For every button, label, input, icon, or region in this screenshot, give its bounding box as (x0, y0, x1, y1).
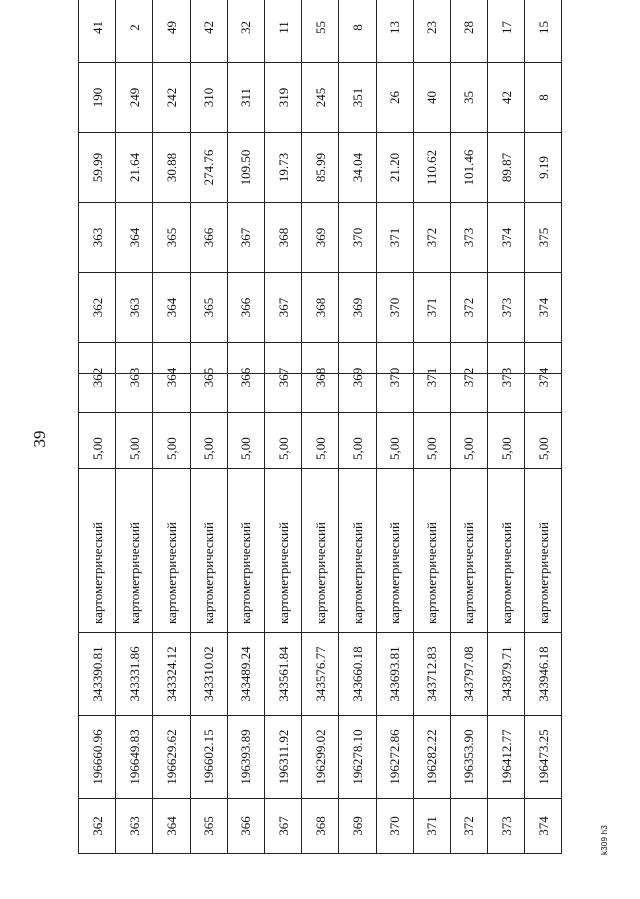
angle-degrees: 319 (264, 63, 301, 133)
segment-start: 374 (525, 273, 562, 343)
accuracy-cell: 5,00 (264, 374, 301, 469)
y-coordinate: 343660.18 (339, 633, 376, 716)
table-row (116, 0, 153, 413)
accuracy-cell: 5,00 (376, 374, 413, 469)
angle-minutes: 55 (302, 0, 339, 63)
table-row (153, 374, 190, 854)
x-coordinate: 196282.22 (413, 716, 450, 799)
method-cell: картометрический (376, 469, 413, 633)
y-coordinate: 343390.81 (79, 633, 116, 716)
accuracy-cell: 5,00 (227, 374, 264, 469)
distance-cell: 21.64 (116, 133, 153, 203)
point-number: 372 (450, 799, 487, 854)
accuracy-cell: 5,00 (116, 374, 153, 469)
accuracy-cell: 5,00 (339, 374, 376, 469)
angle-minutes: 23 (413, 0, 450, 63)
table-row (264, 0, 301, 413)
coordinates-table (78, 373, 562, 854)
table-row (79, 374, 116, 854)
angle-degrees: 42 (488, 63, 525, 133)
point-number: 367 (264, 799, 301, 854)
angle-minutes: 42 (190, 0, 227, 63)
point-number: 368 (302, 799, 339, 854)
table-row (190, 374, 227, 854)
segments-table (78, 0, 562, 413)
point-number: 365 (190, 799, 227, 854)
point-number: 370 (376, 343, 413, 413)
distance-cell: 9.19 (525, 133, 562, 203)
segment-end: 372 (413, 203, 450, 273)
segment-start: 371 (413, 273, 450, 343)
segment-end: 374 (488, 203, 525, 273)
point-number: 368 (302, 343, 339, 413)
method-cell: картометрический (339, 469, 376, 633)
distance-cell: 101.46 (450, 133, 487, 203)
angle-degrees: 40 (413, 63, 450, 133)
point-number: 367 (264, 343, 301, 413)
point-number: 370 (376, 799, 413, 854)
y-coordinate: 343561.84 (264, 633, 301, 716)
table-row (264, 374, 301, 854)
y-coordinate: 343879.71 (488, 633, 525, 716)
distance-cell: 30.88 (153, 133, 190, 203)
segment-end: 375 (525, 203, 562, 273)
distance-cell: 109.50 (227, 133, 264, 203)
point-number: 369 (339, 343, 376, 413)
segment-start: 367 (264, 273, 301, 343)
segment-end: 368 (264, 203, 301, 273)
segment-end: 373 (450, 203, 487, 273)
distance-cell: 19.73 (264, 133, 301, 203)
segment-start: 364 (153, 273, 190, 343)
table-row (450, 374, 487, 854)
table-row (376, 374, 413, 854)
method-cell: картометрический (264, 469, 301, 633)
table-row (227, 374, 264, 854)
y-coordinate: 343946.18 (525, 633, 562, 716)
angle-minutes: 28 (450, 0, 487, 63)
distance-cell: 21.20 (376, 133, 413, 203)
y-coordinate: 343489.24 (227, 633, 264, 716)
segment-end: 365 (153, 203, 190, 273)
point-number: 364 (153, 799, 190, 854)
table-row (153, 0, 190, 413)
y-coordinate: 343712.83 (413, 633, 450, 716)
point-number: 363 (116, 343, 153, 413)
point-number: 373 (488, 799, 525, 854)
point-number: 374 (525, 799, 562, 854)
accuracy-cell: 5,00 (302, 374, 339, 469)
x-coordinate: 196412.77 (488, 716, 525, 799)
point-number: 371 (413, 343, 450, 413)
accuracy-cell: 5,00 (450, 374, 487, 469)
angle-degrees: 26 (376, 63, 413, 133)
segment-end: 367 (227, 203, 264, 273)
angle-minutes: 11 (264, 0, 301, 63)
angle-minutes: 49 (153, 0, 190, 63)
angle-degrees: 249 (116, 63, 153, 133)
method-cell: картометрический (227, 469, 264, 633)
method-cell: картометрический (488, 469, 525, 633)
method-cell: картометрический (153, 469, 190, 633)
x-coordinate: 196278.10 (339, 716, 376, 799)
x-coordinate: 196660.96 (79, 716, 116, 799)
y-coordinate: 343797.08 (450, 633, 487, 716)
accuracy-cell: 5,00 (488, 374, 525, 469)
accuracy-cell: 5,00 (153, 374, 190, 469)
point-number: 366 (227, 799, 264, 854)
point-number: 371 (413, 799, 450, 854)
segment-start: 368 (302, 273, 339, 343)
point-number: 362 (79, 343, 116, 413)
method-cell: картометрический (79, 469, 116, 633)
point-number: 373 (488, 343, 525, 413)
accuracy-cell: 5,00 (413, 374, 450, 469)
x-coordinate: 196629.62 (153, 716, 190, 799)
x-coordinate: 196473.25 (525, 716, 562, 799)
y-coordinate: 343310.02 (190, 633, 227, 716)
table-row (190, 0, 227, 413)
angle-degrees: 242 (153, 63, 190, 133)
table-row (488, 0, 525, 413)
table-row (413, 0, 450, 413)
x-coordinate: 196311.92 (264, 716, 301, 799)
angle-minutes: 41 (79, 0, 116, 63)
table-row (525, 374, 562, 854)
segment-start: 363 (116, 273, 153, 343)
segment-start: 373 (488, 273, 525, 343)
segment-start: 366 (227, 273, 264, 343)
accuracy-cell: 5,00 (525, 374, 562, 469)
angle-degrees: 190 (79, 63, 116, 133)
table-row (79, 0, 116, 413)
table-row (339, 0, 376, 413)
segment-start: 370 (376, 273, 413, 343)
table-row (376, 0, 413, 413)
y-coordinate: 343693.81 (376, 633, 413, 716)
y-coordinate: 343324.12 (153, 633, 190, 716)
distance-cell: 59.99 (79, 133, 116, 203)
method-cell: картометрический (413, 469, 450, 633)
angle-degrees: 311 (227, 63, 264, 133)
segment-start: 369 (339, 273, 376, 343)
point-number: 374 (525, 343, 562, 413)
angle-minutes: 15 (525, 0, 562, 63)
angle-minutes: 17 (488, 0, 525, 63)
table-row (450, 0, 487, 413)
segment-end: 370 (339, 203, 376, 273)
table-row (413, 374, 450, 854)
footer-code: k309 h3 (600, 825, 609, 855)
point-number: 369 (339, 799, 376, 854)
method-cell: картометрический (302, 469, 339, 633)
method-cell: картометрический (190, 469, 227, 633)
angle-degrees: 245 (302, 63, 339, 133)
x-coordinate: 196272.86 (376, 716, 413, 799)
segment-end: 363 (79, 203, 116, 273)
table-row (488, 374, 525, 854)
x-coordinate: 196649.83 (116, 716, 153, 799)
method-cell: картометрический (450, 469, 487, 633)
page-number: 39 (30, 430, 49, 448)
table-row (116, 374, 153, 854)
distance-cell: 274.76 (190, 133, 227, 203)
point-number: 366 (227, 343, 264, 413)
x-coordinate: 196353.90 (450, 716, 487, 799)
table-row (227, 0, 264, 413)
segment-end: 369 (302, 203, 339, 273)
y-coordinate: 343576.77 (302, 633, 339, 716)
angle-minutes: 8 (339, 0, 376, 63)
table-row (339, 374, 376, 854)
accuracy-cell: 5,00 (190, 374, 227, 469)
segment-start: 365 (190, 273, 227, 343)
segment-end: 364 (116, 203, 153, 273)
point-number: 362 (79, 799, 116, 854)
table-row (302, 374, 339, 854)
distance-cell: 110.62 (413, 133, 450, 203)
segment-start: 362 (79, 273, 116, 343)
point-number: 365 (190, 343, 227, 413)
angle-degrees: 35 (450, 63, 487, 133)
angle-minutes: 2 (116, 0, 153, 63)
y-coordinate: 343331.86 (116, 633, 153, 716)
x-coordinate: 196299.02 (302, 716, 339, 799)
point-number: 364 (153, 343, 190, 413)
distance-cell: 89.87 (488, 133, 525, 203)
angle-degrees: 310 (190, 63, 227, 133)
table-row (302, 0, 339, 413)
method-cell: картометрический (116, 469, 153, 633)
point-number: 363 (116, 799, 153, 854)
distance-cell: 34.04 (339, 133, 376, 203)
angle-degrees: 8 (525, 63, 562, 133)
angle-minutes: 32 (227, 0, 264, 63)
segment-start: 372 (450, 273, 487, 343)
table-row (525, 0, 562, 413)
segment-end: 371 (376, 203, 413, 273)
point-number: 372 (450, 343, 487, 413)
x-coordinate: 196602.15 (190, 716, 227, 799)
accuracy-cell: 5,00 (79, 374, 116, 469)
x-coordinate: 196393.89 (227, 716, 264, 799)
angle-degrees: 351 (339, 63, 376, 133)
segment-end: 366 (190, 203, 227, 273)
angle-minutes: 13 (376, 0, 413, 63)
method-cell: картометрический (525, 469, 562, 633)
distance-cell: 85.99 (302, 133, 339, 203)
